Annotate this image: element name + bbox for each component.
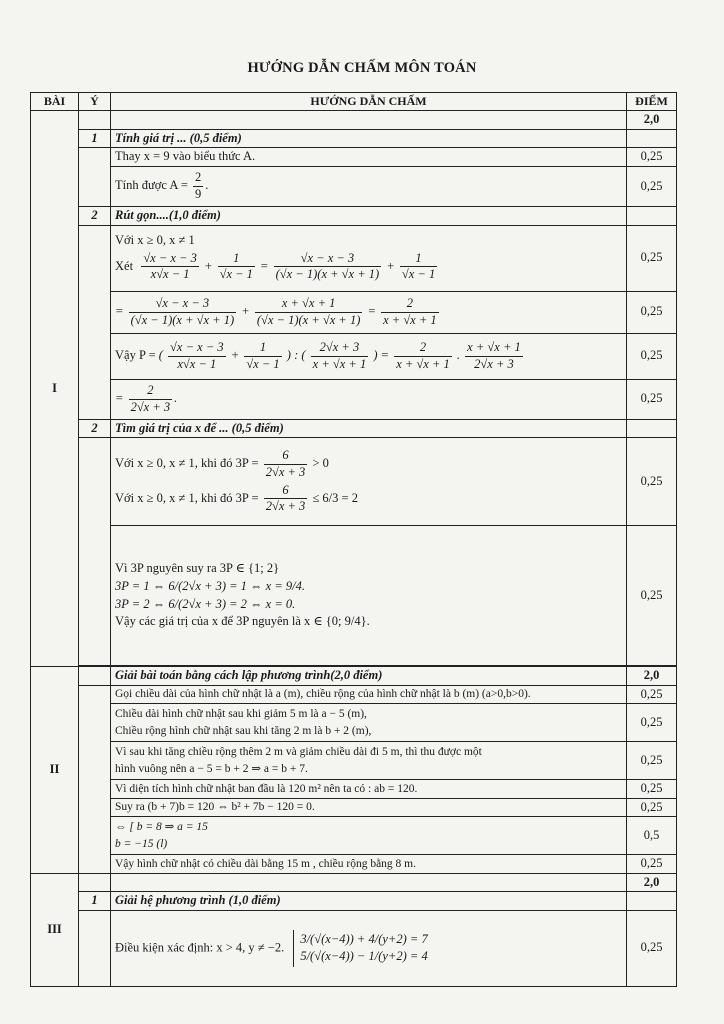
bai-2-score-2: 0,25 [627,704,677,742]
bai-3-total: 2,0 [627,873,677,892]
y2-label: 2 [79,206,111,225]
y2-step4: = $\frac{2}{2√x + 3}$ . [111,379,627,419]
y1-label: 1 [79,129,111,148]
y2-step2: = $\frac{√x - x - 3}{(√x - 1)(x + √x + 1)}$ + $\frac{x + √x + 1}{(√x - 1)(x + √x + 1)}$ = $\frac{2}{x + √x + 1}$ [111,291,627,333]
bai-3-y1-title: Giải hệ phương trình (1,0 điểm) [111,892,627,911]
bai-2-row-1: Gọi chiều dài của hình chữ nhật là a (m), chiều rộng của hình chữ nhật là b (m) (a>0,b>0). [111,685,627,704]
y1-title: Tính giá trị ... (0,5 điểm) [111,129,627,148]
bai-2-row-2: Chiều dài hình chữ nhật sau khi giảm 5 m là a − 5 (m), Chiều rộng hình chữ nhật sau khi tăng 2 m là b + 2 (m), [111,704,627,742]
bai-2-row-5: Suy ra (b + 7)b = 120 ⇔ b² + 7b − 120 = 0. [111,798,627,817]
bai-2-row-3: Vì sau khi tăng chiều rộng thêm 2 m và giảm chiều dài đi 5 m, thì thu được một hình vuông nên a − 5 = b + 2 ⇒ a = b + 7. [111,742,627,780]
header-diem: ĐIỂM [627,93,677,111]
bai-2-row-7: Vậy hình chữ nhật có chiều dài bằng 15 m , chiều rộng bằng 8 m. [111,854,627,873]
y3-label: 2 [79,419,111,438]
header-row [31,93,677,111]
bai-1-total: 2,0 [627,111,677,130]
bai-2-row-6: ⇔ [ b = 8 ⇒ a = 15 b = −15 (l) [111,817,627,855]
bai-3-score-1: 0,25 [627,910,677,986]
y1-line2: Tính được A = $\frac{2}{9}$ . [111,166,627,206]
y2-title: Rút gọn....(1,0 điểm) [111,206,627,225]
bai-3-label: III [31,873,79,986]
bai-2-label: II [31,667,79,873]
y2-step3: Vậy P = ( $\frac{√x - x - 3}{x√x - 1}$ + $\frac{1}{√x - 1}$ ) : ( $\frac{2√x + 3}{x + √x + 1}$ ) = $\frac{2}{x + √x + 1}$ . $\frac{x + √x + 1}{2√x + 3}$ [111,333,627,379]
bai-2-score-4: 0,25 [627,779,677,798]
bai-3-condition: Điều kiện xác định: x > 4, y ≠ −2. 3/(√(x−4)) + 4/(y+2) = 7 5/(√(x−4)) − 1/(y+2) = 4 [111,910,627,986]
y1-score2: 0,25 [627,166,677,206]
y2-score2: 0,25 [627,291,677,333]
header-huong-dan: HƯỚNG DẪN CHẤM [111,93,627,111]
y2-score1: 0,25 [627,225,677,291]
bai-3-y1-label: 1 [79,892,111,911]
y2-step1: Với x ≥ 0, x ≠ 1 Xét $\frac{√x - x - 3}{x√x - 1}$ + $\frac{1}{√x - 1}$ = $\frac{√x - x - 3}{(√x - 1)(x + √x + 1)}$ + $\frac{1}{√x - 1}$ [111,225,627,291]
bai-2-score-5: 0,25 [627,798,677,817]
bai-2-row-4: Vì diện tích hình chữ nhật ban đầu là 120 m² nên ta có : ab = 120. [111,779,627,798]
y3-score2: 0,25 [627,526,677,666]
bai-2-score-1: 0,25 [627,685,677,704]
bai-2-score-7: 0,25 [627,854,677,873]
y1-line1: Thay x = 9 vào biểu thức A. [111,148,627,167]
y2-score4: 0,25 [627,379,677,419]
y1-score1: 0,25 [627,148,677,167]
header-y: Ý [79,93,111,111]
y2-score3: 0,25 [627,333,677,379]
page-title: HƯỚNG DẪN CHẤM MÔN TOÁN [247,60,477,76]
y3-title: Tìm giá trị của x để ... (0,5 điểm) [111,419,627,438]
y3-part2: Vì 3P nguyên suy ra 3P ∈ {1; 2} 3P = 1 ⇔ 6/(2√x + 3) = 1 ⇔ x = 9/4. 3P = 2 ⇔ 6/(2√x + 3) = 2 ⇔ x = 0. Vậy các giá trị của x để 3P nguyên là x ∈ {0; 9/4}. [111,526,627,666]
bai-2-score-3: 0,25 [627,742,677,780]
bai-2-total: 2,0 [627,667,677,686]
bai-2-score-6: 0,5 [627,817,677,855]
bai-1-label: I [31,111,79,667]
grading-table [30,92,677,987]
header-bai: BÀI [31,93,79,111]
y3-part1: Với x ≥ 0, x ≠ 1, khi đó 3P = $\frac{6}{2√x + 3}$ > 0 Với x ≥ 0, x ≠ 1, khi đó 3P = $\frac{6}{2√x + 3}$ ≤ 6/3 = 2 [111,438,627,526]
y3-score1: 0,25 [627,438,677,526]
bai-2-title: Giải bài toán bằng cách lập phương trình(2,0 điểm) [111,667,627,686]
